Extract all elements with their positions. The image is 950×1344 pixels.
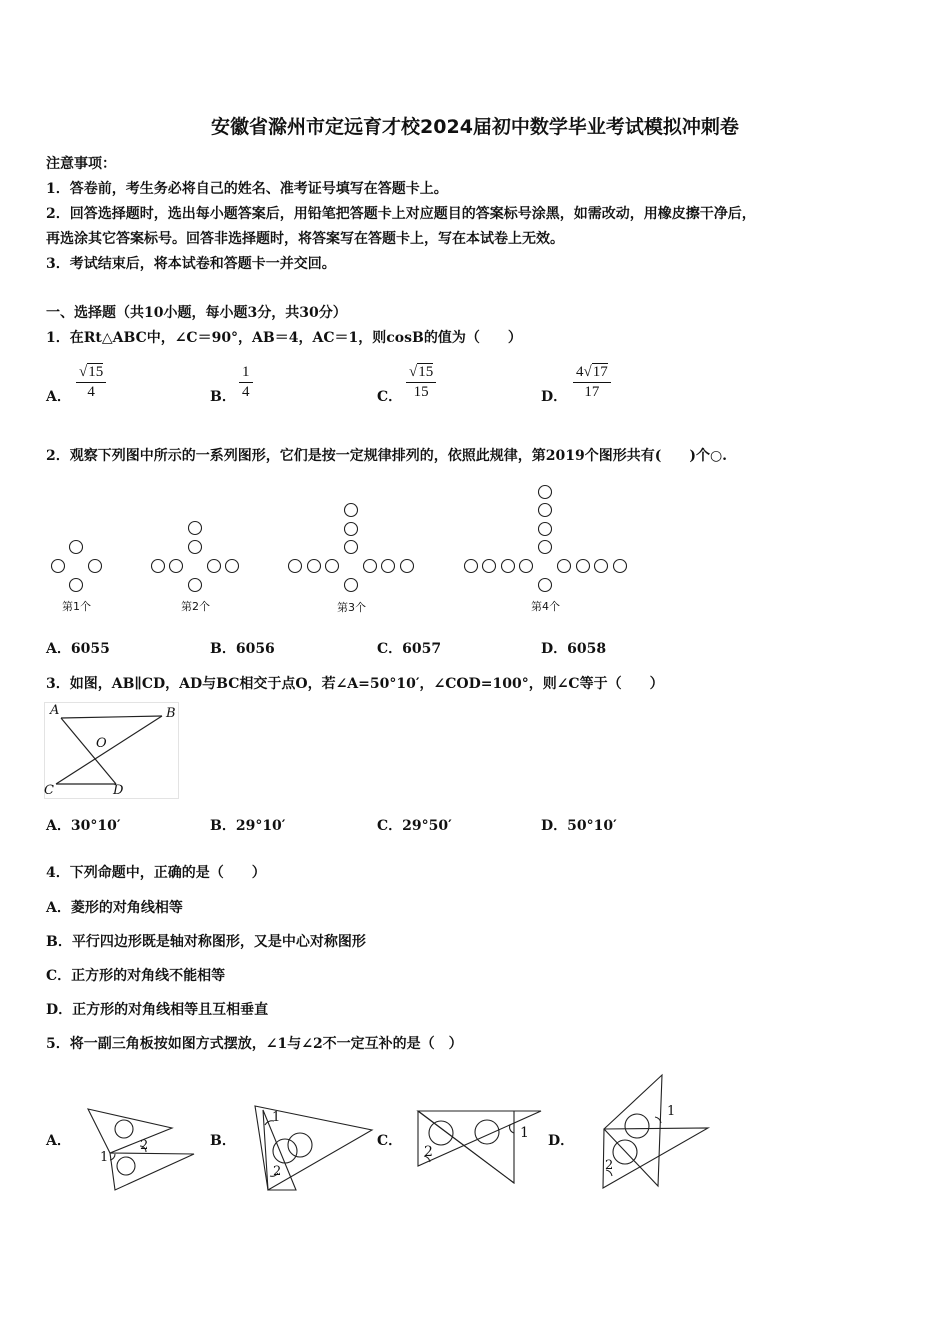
q3-point-a: A (50, 703, 60, 718)
q3-point-d: D (113, 783, 124, 798)
q5-label-d: D． (548, 1133, 575, 1149)
q1-a-radicand: 15 (88, 364, 104, 380)
q1-c-radicand: 15 (418, 364, 434, 380)
q3-option-a[interactable]: A．30°10′ (46, 818, 121, 834)
q5-d-angle2: 2 (605, 1158, 614, 1173)
q3-stem: 3．如图，AB∥CD，AD与BC相交于点O，若∠A=50°10′，∠COD=100°，则∠C等于（ ） (46, 676, 664, 692)
q1-b-den: 4 (242, 384, 250, 400)
q1-label-b: B． (210, 389, 236, 405)
q5-stem: 5．将一副三角板按如图方式摆放，∠1与∠2不一定互补的是（ ） (46, 1036, 463, 1052)
note-2a: 2．回答选择题时，选出每小题答案后，用铅笔把答题卡上对应题目的答案标号涂黑，如需改动，用橡皮擦干净后， (46, 206, 756, 222)
q1-c-den: 15 (413, 384, 429, 400)
q2-option-b[interactable]: B．6056 (210, 641, 275, 657)
q5-d-angle1: 1 (667, 1104, 676, 1119)
q2-caption-2: 第2个 (181, 600, 210, 613)
q5-label-a: A． (46, 1133, 71, 1149)
q5-c-angle1: 1 (520, 1125, 529, 1141)
q3-point-c: C (44, 783, 54, 798)
q5-b-angle1: 1 (272, 1110, 281, 1125)
q4-stem: 4．下列命题中，正确的是（ ） (46, 865, 266, 881)
q4-option-c[interactable]: C．正方形的对角线不能相等 (46, 968, 226, 984)
q3-point-o: O (96, 736, 107, 751)
q5-c-angle2: 2 (424, 1144, 433, 1160)
q5-figure-d (603, 1075, 708, 1188)
section-heading: 一、选择题（共10小题，每小题3分，共30分） (46, 305, 347, 321)
q3-option-c[interactable]: C．29°50′ (377, 818, 452, 834)
q5-b-angle2: 2 (273, 1164, 282, 1179)
note-3: 3．考试结束后，将本试卷和答题卡一并交回。 (46, 256, 336, 272)
q5-label-c: C． (377, 1133, 403, 1149)
q3-point-b: B (166, 706, 176, 721)
q1-option-d[interactable]: 4√17 17 (573, 364, 611, 401)
q3-option-d[interactable]: D．50°10′ (541, 818, 617, 834)
q2-caption-4: 第4个 (531, 600, 560, 613)
q1-b-num: 1 (242, 364, 250, 380)
q1-d-den: 17 (584, 384, 600, 400)
q5-figure-c (418, 1111, 541, 1183)
q1-d-coef: 4 (576, 364, 584, 380)
q1-stem: 1．在Rt△ABC中，∠C＝90°，AB＝4，AC＝1，则cosB的值为（ ） (46, 330, 522, 346)
note-1: 1．答卷前，考生务必将自己的姓名、准考证号填写在答题卡上。 (46, 181, 448, 197)
q2-option-c[interactable]: C．6057 (377, 641, 442, 657)
q1-label-d: D． (541, 389, 568, 405)
q1-option-a[interactable]: √15 4 (76, 364, 106, 401)
q3-option-b[interactable]: B．29°10′ (210, 818, 286, 834)
q4-option-b[interactable]: B．平行四边形既是轴对称图形，又是中心对称图形 (46, 934, 366, 950)
q4-option-a[interactable]: A．菱形的对角线相等 (46, 900, 183, 916)
notes-heading: 注意事项： (46, 156, 116, 172)
q1-label-c: C． (377, 389, 403, 405)
q1-d-radicand: 17 (592, 364, 608, 380)
q4-option-d[interactable]: D．正方形的对角线相等且互相垂直 (46, 1002, 269, 1018)
q5-a-angle2: 2 (140, 1138, 149, 1153)
q2-caption-3: 第3个 (337, 601, 366, 614)
q5-a-angle1: 1 (100, 1150, 109, 1165)
q2-caption-1: 第1个 (62, 600, 91, 613)
q2-stem: 2．观察下列图中所示的一系列图形，它们是按一定规律排列的，依照此规律，第2019个图形共有( )个○. (46, 448, 728, 464)
q2-option-a[interactable]: A．6055 (46, 641, 110, 657)
q1-option-c[interactable]: √15 15 (406, 364, 436, 401)
q1-a-den: 4 (87, 384, 95, 400)
page-title: 安徽省滁州市定远育才校2024届初中数学毕业考试模拟冲刺卷 (211, 116, 739, 138)
note-2b: 再选涂其它答案标号。回答非选择题时，将答案写在答题卡上，写在本试卷上无效。 (46, 231, 564, 247)
q1-label-a: A． (46, 389, 71, 405)
q5-label-b: B． (210, 1133, 236, 1149)
q2-option-d[interactable]: D．6058 (541, 641, 607, 657)
